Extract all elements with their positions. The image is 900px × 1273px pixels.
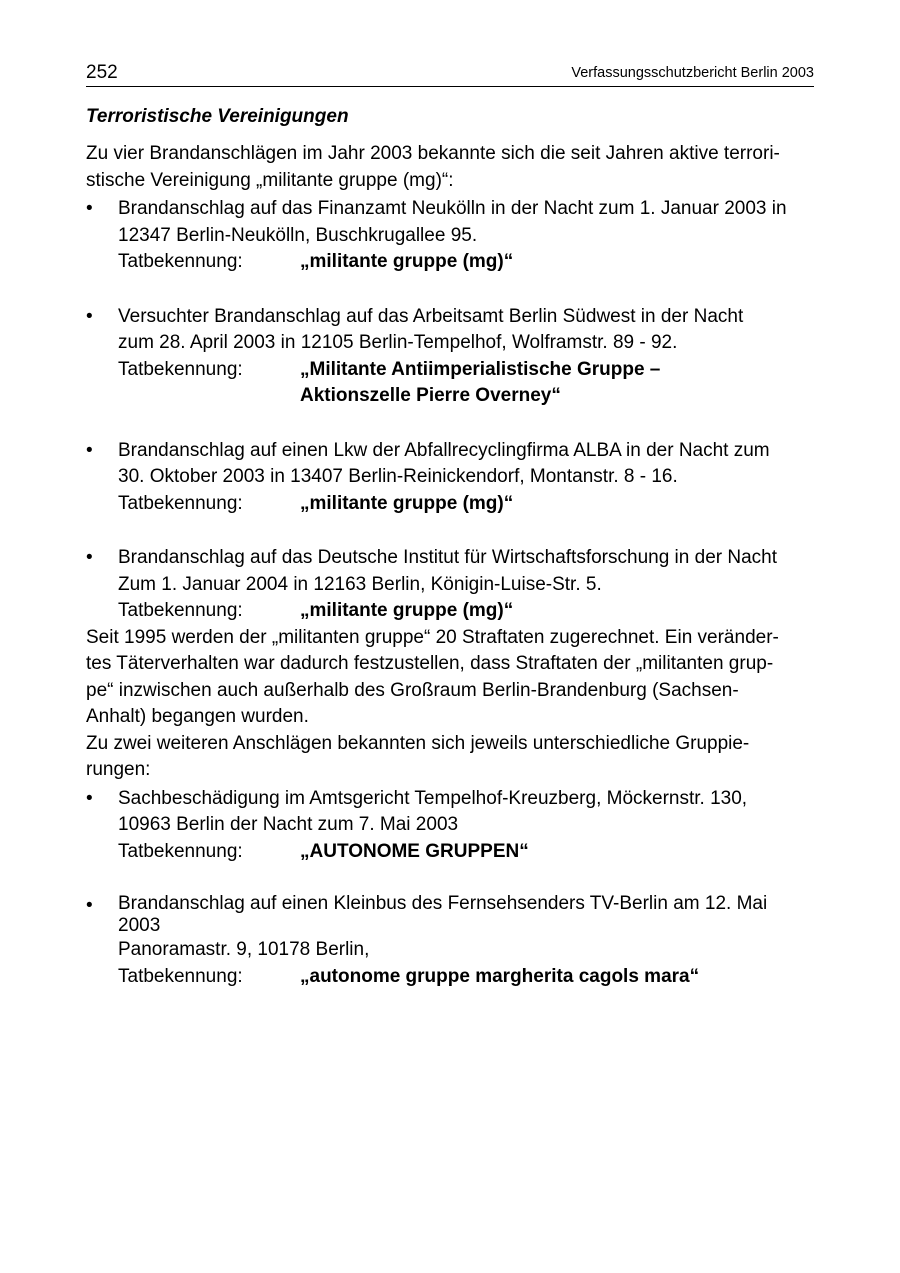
- claim-label: Tatbekennung:: [118, 251, 243, 272]
- intro-line: stische Vereinigung „militante gruppe (mg)“:: [86, 169, 454, 191]
- event-text-line: 12347 Berlin-Neukölln, Buschkrugallee 95.: [118, 224, 478, 246]
- event-text-line: 2003: [118, 915, 161, 936]
- claim-label: Tatbekennung:: [118, 600, 243, 621]
- bullet: •: [86, 547, 93, 568]
- bullet: •: [86, 439, 93, 461]
- claim-row: [118, 839, 814, 866]
- running-title: Verfassungsschutzbericht Berlin 2003: [571, 65, 814, 81]
- list-item: [86, 545, 814, 625]
- claim-value-line: Aktionszelle Pierre Overney“: [300, 385, 561, 406]
- page-number: 252: [86, 62, 118, 83]
- bullet: •: [86, 787, 93, 809]
- claim-row: [118, 357, 814, 410]
- claim-value: „militante gruppe (mg)“: [300, 600, 514, 621]
- claim-value: „militante gruppe (mg)“: [300, 492, 514, 514]
- claim-value: [300, 357, 660, 410]
- event-text-line: Zum 1. Januar 2004 in 12163 Berlin, Königin-Luise-Str. 5.: [118, 573, 602, 595]
- paragraph-line: Zu zwei weiteren Anschlägen bekannten sich jeweils unterschiedliche Gruppie-: [86, 732, 750, 754]
- list-item: [86, 196, 814, 276]
- claim-label: Tatbekennung:: [118, 492, 243, 514]
- bullet: •: [86, 895, 93, 916]
- list-item: [86, 438, 814, 518]
- event-text-line: 30. Oktober 2003 in 13407 Berlin-Reinickendorf, Montanstr. 8 - 16.: [118, 466, 678, 487]
- event-text-line: zum 28. April 2003 in 12105 Berlin-Tempelhof, Wolframstr. 89 - 92.: [118, 332, 678, 353]
- paragraph-mg: [86, 625, 814, 731]
- event-text-line: 10963 Berlin der Nacht zum 7. Mai 2003: [118, 814, 459, 835]
- list-item: [86, 304, 814, 410]
- bullet: •: [86, 198, 93, 219]
- claim-value: „autonome gruppe margherita cagols mara“: [300, 965, 700, 987]
- claim-label: Tatbekennung:: [118, 358, 243, 380]
- claim-row: [118, 598, 814, 625]
- page-header: [86, 62, 814, 87]
- paragraph-line: pe“ inzwischen auch außerhalb des Großraum Berlin-Brandenburg (Sachsen-: [86, 679, 739, 701]
- list-item: [86, 893, 814, 990]
- paragraph-line: Anhalt) begangen wurden.: [86, 706, 309, 727]
- event-text-line: Brandanschlag auf das Deutsche Institut für Wirtschaftsforschung in der Nacht: [118, 547, 777, 568]
- event-text-line: Panoramastr. 9, 10178 Berlin,: [118, 939, 370, 960]
- paragraph-line: tes Täterverhalten war dadurch festzustellen, dass Straftaten der „militanten grup-: [86, 653, 774, 674]
- event-text-line: Versuchter Brandanschlag auf das Arbeitsamt Berlin Südwest in der Nacht: [118, 305, 744, 327]
- paragraph-other-groups: [86, 731, 814, 784]
- intro-line: Zu vier Brandanschlägen im Jahr 2003 bekannte sich die seit Jahren aktive terrori-: [86, 143, 780, 164]
- paragraph-line: Seit 1995 werden der „militanten gruppe“ 20 Straftaten zugerechnet. Ein veränder-: [86, 626, 779, 648]
- claim-row: [118, 964, 814, 991]
- section-title: Terroristische Vereinigungen: [86, 106, 349, 127]
- claim-label: Tatbekennung:: [118, 840, 243, 862]
- claim-value-line: „Militante Antiimperialistische Gruppe –: [300, 358, 661, 380]
- claim-row: [118, 491, 814, 518]
- claim-value: „AUTONOME GRUPPEN“: [300, 840, 529, 862]
- claim-value: „militante gruppe (mg)“: [300, 251, 514, 272]
- paragraph-line: rungen:: [86, 759, 151, 780]
- event-list-other: [86, 786, 814, 991]
- claim-label: Tatbekennung:: [118, 965, 243, 987]
- event-text-line: Brandanschlag auf das Finanzamt Neukölln in der Nacht zum 1. Januar 2003 in: [118, 198, 787, 219]
- event-list-mg: [86, 196, 814, 625]
- event-text-line: Sachbeschädigung im Amtsgericht Tempelhof-Kreuzberg, Möckernstr. 130,: [118, 787, 748, 809]
- event-text-line: Brandanschlag auf einen Lkw der Abfallrecyclingfirma ALBA in der Nacht zum: [118, 439, 770, 461]
- list-item: [86, 786, 814, 866]
- bullet: •: [86, 305, 93, 327]
- event-text-line: Brandanschlag auf einen Kleinbus des Fernsehsenders TV-Berlin am 12. Mai: [118, 893, 768, 914]
- intro-paragraph: [86, 141, 814, 194]
- claim-row: [118, 249, 814, 276]
